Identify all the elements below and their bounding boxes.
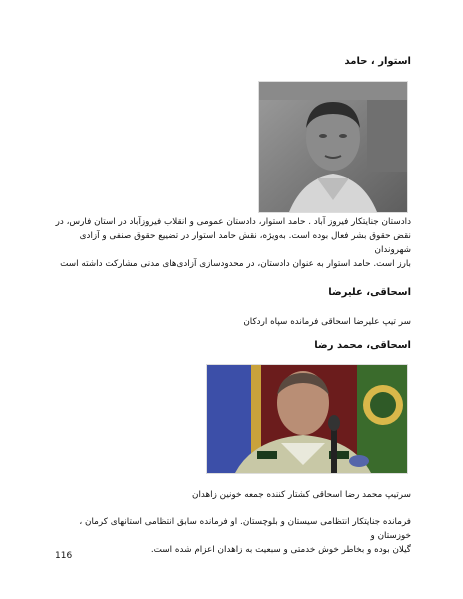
paragraph-line: نقض حقوق بشر فعال بوده است. به‌ویژه، نقش حامد استوار در تضییع حقوق صنفی و آزادی شهروندان	[79, 231, 411, 255]
paragraph-line: گیلان بوده و بخاطر خوش خدمتی و سبعیت به زاهدان اعزام شده است.	[150, 545, 411, 555]
section-heading-mohammadreza-eshaghi: اسحاقی، محمد رضا	[314, 340, 411, 351]
photo-mohammadreza-eshaghi	[207, 365, 407, 473]
paragraph-line: سر تیپ علیرضا اسحاقی فرمانده سپاه اردکان	[243, 317, 411, 327]
page-number: 116	[55, 551, 73, 561]
section-heading-alireza-eshaghi: اسحاقی، علیرضا	[328, 287, 411, 298]
section-paragraph-alireza-eshaghi	[51, 315, 411, 329]
photo-ostovar	[259, 82, 407, 212]
section-paragraph-mohammadreza-eshaghi	[51, 515, 411, 557]
paragraph-line: بارز است. حامد استوار به عنوان دادستان، در محدودسازی آزادی‌های مدنی مشارکت داشته است	[60, 259, 411, 269]
section-heading-ostovar: استوار ، حامد	[344, 56, 411, 67]
photo-caption-mohammadreza-eshaghi: سرتیپ محمد رضا اسحاقی کشتار کننده جمعه خونین زاهدان	[192, 490, 411, 500]
paragraph-line: دادستان جنایتکار فیروز آباد . حامد استوار، دادستان عمومی و انقلاب فیروزآباد در استان فارس، در	[55, 217, 411, 227]
paragraph-line: فرمانده جنایتکار انتظامی سیستان و بلوچستان. او فرمانده سابق انتظامی استانهای کرمان ، خوزستان و	[79, 517, 411, 541]
section-paragraph-ostovar	[51, 215, 411, 271]
